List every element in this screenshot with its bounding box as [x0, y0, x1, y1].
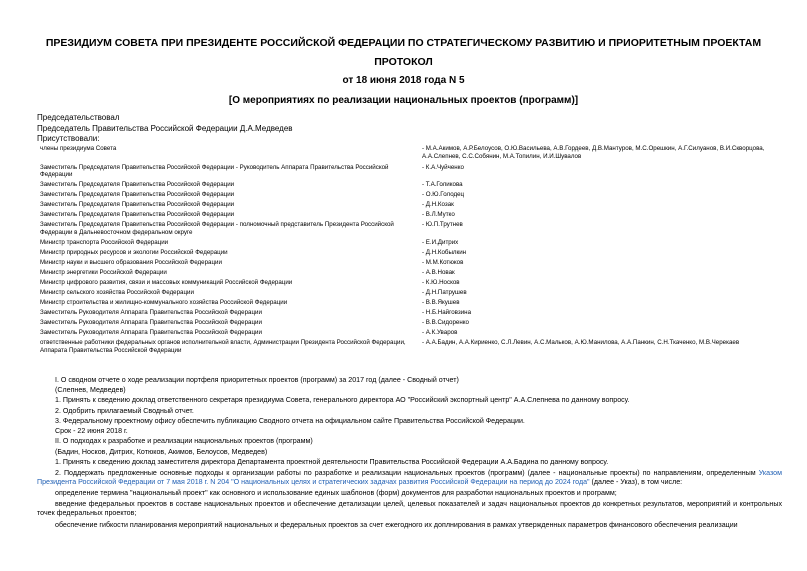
attendee-names: - В.Л.Мутко: [422, 211, 455, 219]
attendee-row: [40, 259, 780, 269]
attendee-position: члены президиума Совета: [40, 145, 117, 152]
attendee-row: [40, 319, 780, 329]
attendee-names: - Т.А.Голикова: [422, 181, 463, 189]
attendee-names: - А.А.Бадин, А.А.Кириенко, С.Л.Левин, А.С.Мальков, А.Ю.Манилова, А.А.Панкин, С.Н.Ткаченко, М.В.Черекаев: [422, 338, 740, 346]
doc-date-number: от 18 июня 2018 года N 5: [342, 75, 465, 86]
attendee-names: - В.В.Якушев: [422, 299, 460, 306]
attendee-names: - Д.Н.Патрушев: [422, 289, 467, 297]
attendee-row: [40, 221, 780, 239]
attendee-position: Заместитель Председателя Правительства Российской Федерации: [40, 191, 235, 199]
attendee-row: [40, 329, 780, 339]
attendee-position: Министр сельского хозяйства Российской Федерации: [40, 289, 194, 297]
attendee-position: Министр природных ресурсов и экологии Российской Федерации: [40, 249, 228, 257]
attendee-names: - Н.Б.Найговзина: [422, 308, 472, 316]
attendee-row: [40, 191, 780, 201]
item-2-text-end: (далее - Указ), в том числе:: [589, 478, 683, 486]
attendee-position: Министр науки и высшего образования Российской Федерации: [40, 259, 222, 267]
attendee-names: - М.А.Акимов, А.Р.Белоусов, О.Ю.Васильева, А.В.Гордеев, Д.В.Мантуров, М.С.Орешкин, А.Г.Силуанов, В.И.Скворцова, А.А.Слепнев, С.С.Собянин, М.А.Топилин, И.И.Шувалов: [422, 145, 765, 160]
section-1-speakers: (Слепнев, Медведев): [55, 386, 126, 394]
attendee-position: Заместитель Председателя Правительства Российской Федерации: [40, 211, 235, 219]
attendee-row: [40, 181, 780, 191]
present-label: Присутствовали:: [37, 134, 100, 143]
attendee-position: Заместитель Руководителя Аппарата Правительства Российской Федерации: [40, 318, 262, 326]
attendee-names: - Ю.П.Трутнев: [422, 221, 463, 229]
chair-name: Председатель Правительства Российской Федерации Д.А.Медведев: [37, 124, 293, 133]
attendee-position: Заместитель Председателя Правительства Российской Федерации - Руководитель Аппарата Правительства Российской Федерации: [40, 163, 389, 179]
doc-subject: [О мероприятиях по реализации национальных проектов (программ)]: [228, 95, 579, 106]
attendee-row: [40, 289, 780, 299]
attendee-names: - А.В.Новак: [422, 269, 455, 277]
section-2-speakers: (Бадин, Носков, Дитрих, Котюков, Акимов, Белоусов, Медведев): [55, 448, 268, 456]
attendee-position: Министр энергетики Российской Федерации: [40, 269, 167, 277]
section-1-item-1: 1. Принять к сведению доклад ответственного секретаря президиума Совета, генерального директора АО "Российский экспортный центр" А.А.Слепнева по данному вопросу.: [55, 396, 630, 404]
section-1-item-2: 2. Одобрить прилагаемый Сводный отчет.: [55, 407, 194, 415]
chair-label: Председательствовал: [37, 113, 120, 122]
attendee-position: Заместитель Председателя Правительства Российской Федерации - полномочный представитель Президента Российской Федерации в Дальневосточном федеральном округе: [40, 221, 394, 237]
attendee-position: Министр строительства и жилищно-коммунального хозяйства Российской Федерации: [40, 299, 288, 306]
org-title: ПРЕЗИДИУМ СОВЕТА ПРИ ПРЕЗИДЕНТЕ РОССИЙСКОЙ ФЕДЕРАЦИИ ПО СТРАТЕГИЧЕСКОМУ РАЗВИТИЮ И ПРИОРИТЕТНЫМ ПРОЕКТАМ: [45, 37, 762, 49]
attendee-row: [40, 299, 780, 309]
attendee-row: [40, 269, 780, 279]
attendee-names: - Е.И.Дитрих: [422, 239, 459, 247]
section-2-item-2: [37, 469, 782, 487]
attendee-position: Заместитель Председателя Правительства Российской Федерации: [40, 181, 235, 189]
section-1-deadline: Срок - 22 июня 2018 г.: [55, 427, 128, 435]
section-1-title: I. О сводном отчете о ходе реализации портфеля приоритетных проектов (программ) за 2017 год (далее - Сводный отчет): [55, 376, 459, 384]
section-2-item-5: обеспечение гибкости планирования мероприятий национальных и федеральных проектов за счет ежегодного их доплнирования в рамках утвержденных параметров финансового обеспечения реализации: [55, 521, 738, 529]
attendee-names: - К.А.Чуйченко: [422, 163, 464, 171]
section-2-title: II. О подходах к разработке и реализации национальных проектов (программ): [55, 437, 313, 445]
attendee-row: [40, 145, 780, 164]
attendee-position: Заместитель Руководителя Аппарата Правительства Российской Федерации: [40, 328, 262, 336]
attendee-row: [40, 249, 780, 259]
attendee-position: Министр цифрового развития, связи и массовых коммуникаций Российской Федерации: [40, 279, 293, 287]
attendee-row: [40, 239, 780, 249]
attendee-names: - Д.Н.Кобылкин: [422, 249, 467, 257]
attendee-row: [40, 309, 780, 319]
doc-type-title: ПРОТОКОЛ: [374, 56, 433, 68]
attendee-position: Министр транспорта Российской Федерации: [40, 239, 169, 247]
attendee-names: - В.В.Сидоренко: [422, 318, 469, 326]
decree-link[interactable]: Указом Президента Российской Федерации от 7 мая 2018 г. N 204 "О национальных целях и стратегических задачах развития Российской Федерации на период до 2024 года": [37, 469, 782, 486]
attendees-table: [40, 145, 780, 357]
attendee-names: - К.Ю.Носков: [422, 279, 460, 287]
attendee-names: - О.Ю.Голодец: [422, 191, 465, 199]
attendee-row: [40, 164, 780, 182]
attendee-names: - М.М.Котюков: [422, 259, 464, 267]
section-2-item-4: введение федеральных проектов в составе национальных проектов и обеспечение детализации целей, целевых показателей и задач национальных проектов до конкретных результатов, мероприятий и контрольных точек федеральных проектов;: [37, 500, 782, 517]
section-2-item-3: определение термина "национальный проект" как основного и использование единых шаблонов (форм) документов для разработки национальных проектов и программ;: [55, 489, 617, 497]
attendee-row: [40, 201, 780, 211]
section-1-item-3: 3. Федеральному проектному офису обеспечить публикацию Сводного отчета на официальном сайте Правительства Российской Федерации.: [55, 417, 525, 425]
attendee-row: [40, 279, 780, 289]
attendee-names: - Д.Н.Козак: [422, 201, 454, 209]
attendee-names: - А.К.Уваров: [422, 328, 458, 336]
attendee-position: ответственные работники федеральных органов исполнительной власти, Администрации Президента Российской Федерации, Аппарата Правительства Российской Федерации: [40, 338, 406, 354]
attendee-row: [40, 339, 780, 357]
attendee-row: [40, 211, 780, 221]
item-2-text-start: 2. Поддержать предложенные основные подходы к организации работы по разработке и реализации национальных проектов (программ) (далее - национальные проекты) по направлениям, определенным: [55, 469, 759, 477]
attendee-position: Заместитель Руководителя Аппарата Правительства Российской Федерации: [40, 308, 262, 316]
attendee-position: Заместитель Председателя Правительства Российской Федерации: [40, 201, 235, 209]
section-2-item-1: 1. Принять к сведению доклад заместителя директора Департамента проектной деятельности Правительства Российской Федерации А.А.Бадина по данному вопросу.: [55, 458, 609, 466]
